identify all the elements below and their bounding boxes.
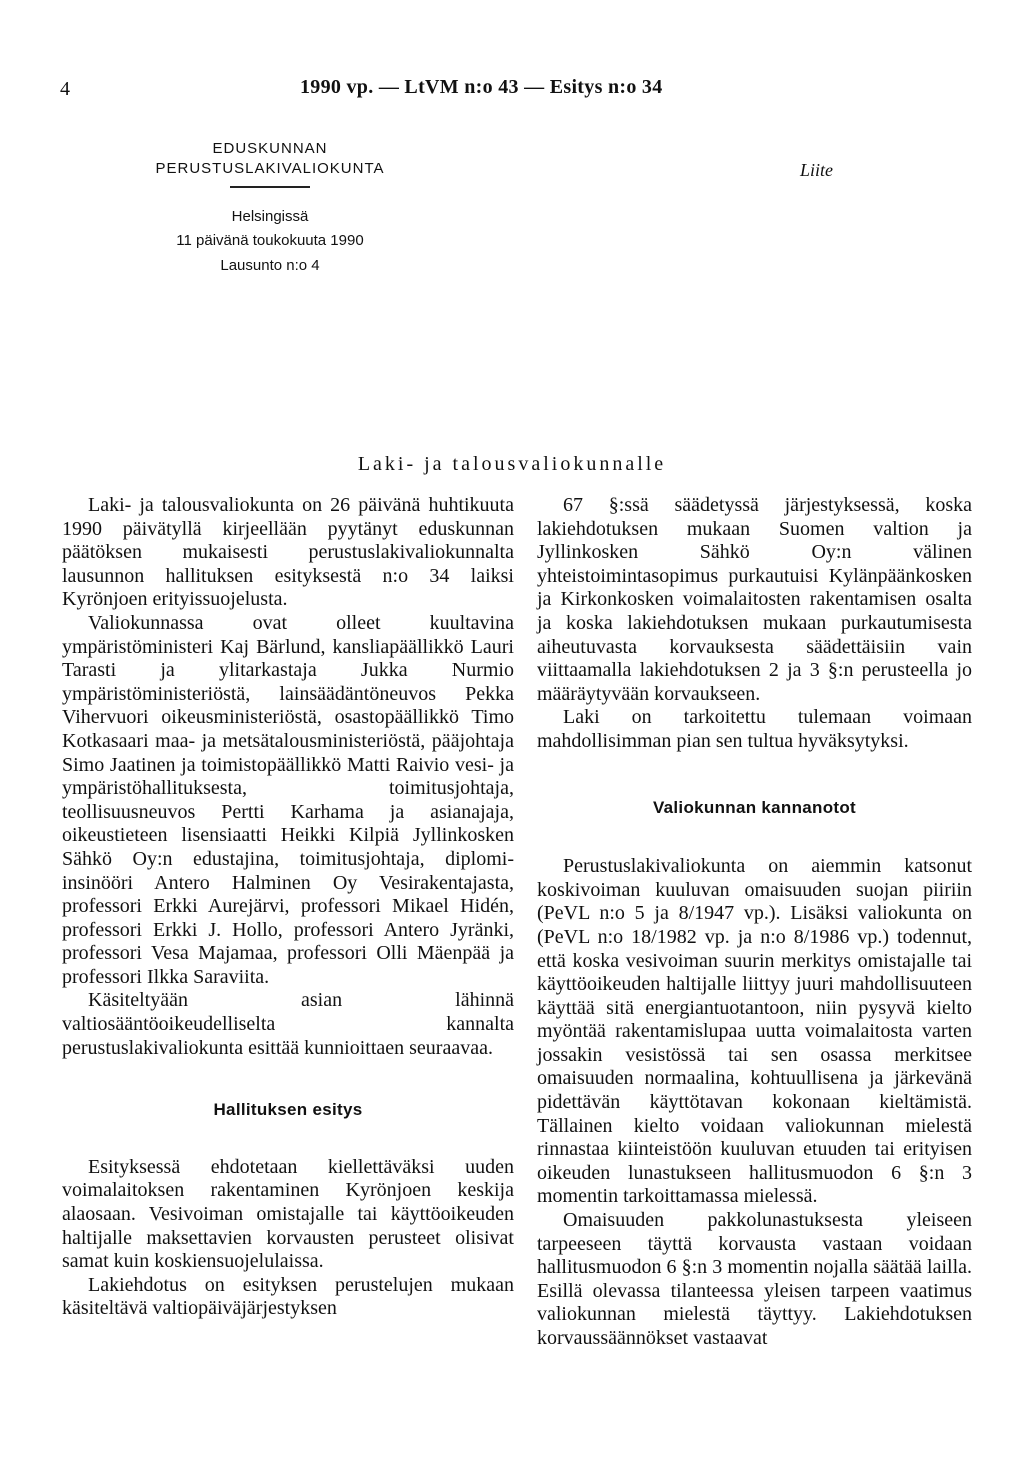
- divider-rule: [230, 186, 310, 188]
- section-heading-committee-position: Valiokunnan kannanotot: [652, 797, 857, 817]
- right-column: [537, 494, 972, 1351]
- body-paragraph: Laki- ja talousvaliokunta on 26 päivänä huhtikuuta 1990 päivätyllä kirjeellään pyytänyt eduskunnan päätöksen mukaisesti perustuslakivaliokunnalta lausunnon hallituksen esityksestä n:o 34 laiksi Kyrönjoen erityissuojelusta.: [62, 494, 514, 611]
- section-heading-government-proposal: Hallituksen esitys: [213, 1100, 363, 1120]
- body-paragraph: Käsiteltyään asian lähinnä valtiosääntöoikeudelliselta kannalta perustuslakivaliokunta esittää kunnioittaen seuraavaa.: [62, 989, 514, 1059]
- page-number: 4: [60, 78, 70, 100]
- body-paragraph: Laki on tarkoitettu tulemaan voimaan mahdollisimman pian sen tultua hyväksytyksi.: [537, 706, 972, 752]
- body-paragraph: Lakiehdotus on esityksen perustelujen mukaan käsiteltävä valtiopäiväjärjestyksen: [62, 1273, 514, 1320]
- body-paragraph: Omaisuuden pakkolunastuksesta yleiseen tarpeeseen täyttä korvausta vastaan voidaan hallitusmuodon 6 §:n 3 momentin nojalla säätää lailla. Esillä olevassa tilanteessa yleisen tarpeen vaatimus valiokunnan mielestä täyttyy. Lakiehdotuksen korvaussäännökset vastaavat: [537, 1209, 972, 1349]
- statement-date: 11 päivänä toukokuuta 1990: [176, 232, 364, 249]
- attachment-label: Liite: [800, 160, 834, 180]
- body-paragraph: Esityksessä ehdotetaan kiellettäväksi uuden voimalaitoksen rakentaminen Kyrönjoen keskija alaosaan. Vesivoiman omistajalle tai käyttöoikeuden haltijalle maksettavien korvausten perusteet olisivat samat kuin koskiensuojelulaissa.: [62, 1155, 514, 1273]
- sender-org-line1: EDUSKUNNAN: [212, 140, 328, 157]
- body-paragraph: Valiokunnassa ovat olleet kuultavina ympäristöministeri Kaj Bärlund, kansliapäällikkö Lauri Tarasti ja ylitarkastaja Jukka Nurmio ympäristöministeriöstä, lainsäädäntöneuvos Pekka Vihervuori oikeusministeriöstä, osastopäällikkö Timo Kotkasaari maa- ja metsätalousministeriöstä, pääjohtaja Simo Jaatinen ja toimistopäällikkö Matti Raivio vesi- ja ympäristöhallituksesta, toimitusjohtaja, teollisuusneuvos Pertti Karhama ja asianajaja, oikeustieteen lisensiaatti Heikki Kilpiä Jyllinkosken Sähkö Oy:n edustajina, toimitusjohtaja, diplomi-insinööri Antero Halminen Oy Vesirakentajasta, professori Erkki Aurejärvi, professori Mikael Hidén, professori Erkki J. Hollo, professori Antero Jyränki, professori Vesa Majamaa, professori Olli Mäenpää ja professori Ilkka Saraviita.: [62, 611, 514, 988]
- body-paragraph: 67 §:ssä säädetyssä järjestyksessä, koska lakiehdotuksen mukaan Suomen valtion ja Jyllinkosken Sähkö Oy:n välinen yhteistoimintasopimus purkautuisi Kylänpäänkosken ja Kirkonkosken voimalaitosten rakentamisen osalta ja koska lakiehdotuksen mukaan purkautumisesta aiheutuvasta korvauksesta säädettäisiin vain viittaamalla lakiehdotuksen 2 ja 3 §:n perusteella jo määräytyvään korvaukseen.: [537, 494, 972, 705]
- left-column: [62, 494, 514, 1321]
- sender-place: Helsingissä: [231, 208, 309, 225]
- body-paragraph: Perustuslakivaliokunta on aiemmin katsonut koskivoiman kuuluvan omaisuuden suojan piiriin (PeVL n:o 5 ja 8/1947 vp.). Lisäksi valiokunta on (PeVL n:o 18/1982 vp. ja n:o 8/1986 vp.) todennut, että koska vesivoiman suurin merkitys omistajalle tai käyttöoikeuden haltijalle liittyy juuri mahdollisuuteen käyttää sitä energiantuotantoon, niin pysyvä kielto myöntää rakentamislupaa uutta voimalaitosta varten jossakin vesistössä tai sen osassa merkitsee omaisuuden normaalina, kohtuullisena ja järkevänä pidettävän käyttötavan kokonaan kieltämistä. Tällainen kielto voidaan valiokunnan mielestä rinnastaa kiinteistöön kuuluvan etuuden tai erityisen oikeuden lunastukseen hallitusmuodon 6 §:n 3 momentin tarkoittamassa mielessä.: [537, 855, 972, 1208]
- statement-number: Lausunto n:o 4: [220, 257, 320, 274]
- sender-org-line2: PERUSTUSLAKIVALIOKUNTA: [155, 160, 385, 177]
- running-header: 1990 vp. — LtVM n:o 43 — Esitys n:o 34: [300, 76, 663, 98]
- addressee: Laki- ja talousvaliokunnalle: [357, 453, 667, 475]
